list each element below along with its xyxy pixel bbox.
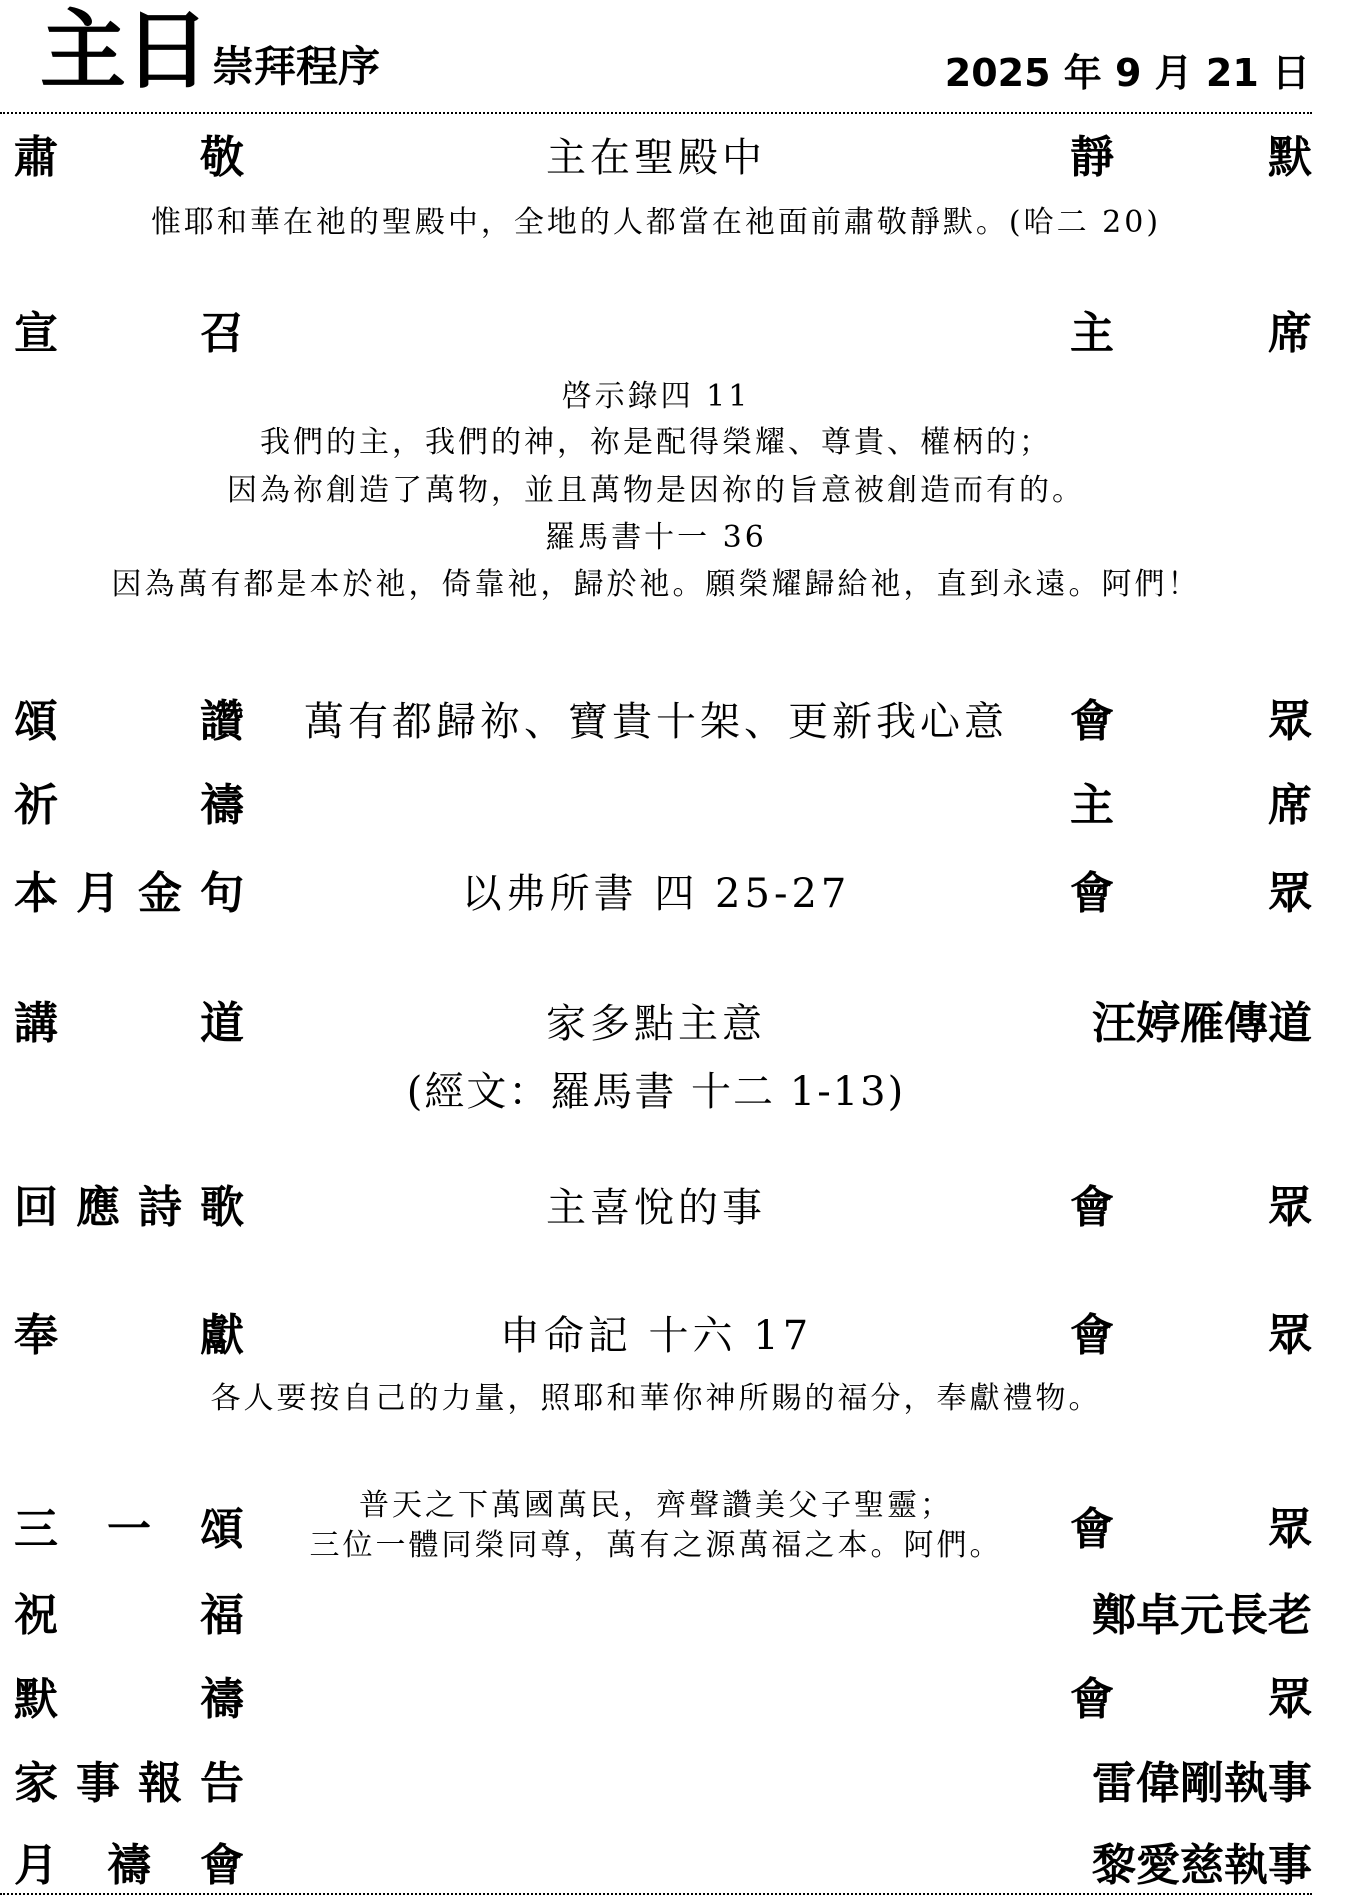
label-char: 月 — [76, 868, 120, 919]
role-char: 眾 — [1268, 868, 1312, 919]
label-char: 會 — [200, 1840, 244, 1891]
label-char: 事 — [76, 1758, 120, 1809]
page-subtitle: 崇拜程序 — [212, 42, 381, 91]
label-char: 奉 — [14, 1310, 58, 1361]
label-char: 句 — [200, 868, 244, 919]
item-label — [14, 132, 244, 183]
item-label — [14, 1840, 244, 1891]
label-char: 歌 — [200, 1182, 244, 1233]
call-verse-ref-1: 啓示錄四 11 — [561, 379, 751, 414]
item-role — [1070, 1504, 1312, 1555]
item-title: 主喜悅的事 — [546, 1185, 766, 1231]
label-char: 讚 — [200, 696, 244, 747]
role-char: 席 — [1268, 308, 1312, 359]
role-char: 會 — [1070, 1182, 1114, 1233]
label-char: 頌 — [14, 696, 58, 747]
item-role — [1070, 308, 1312, 359]
role-char: 會 — [1070, 1504, 1114, 1555]
service-date: 2025 年 9 月 21 日 — [944, 51, 1310, 95]
page-title: 主日 — [40, 1, 208, 101]
label-char: 召 — [200, 308, 244, 359]
item-title: 家多點主意 — [546, 1001, 766, 1047]
role-char: 會 — [1070, 696, 1114, 747]
item-role: 雷偉剛執事 — [1092, 1758, 1312, 1809]
role-char: 眾 — [1268, 1182, 1312, 1233]
label-char: 應 — [76, 1182, 120, 1233]
role-char: 會 — [1070, 1310, 1114, 1361]
label-char: 回 — [14, 1182, 58, 1233]
label-char: 禱 — [200, 1674, 244, 1725]
label-char: 獻 — [200, 1310, 244, 1361]
item-role — [1070, 1674, 1312, 1725]
label-char: 祈 — [14, 780, 58, 831]
item-label — [14, 780, 244, 831]
item-title: 主在聖殿中 — [546, 135, 766, 181]
label-char: 一 — [107, 1504, 151, 1555]
label-char: 講 — [14, 998, 58, 1049]
role-char: 會 — [1070, 1674, 1114, 1725]
role-char: 靜 — [1070, 132, 1114, 183]
call-verse-line-1: 我們的主，我們的神，祢是配得榮耀、尊貴、權柄的； — [260, 425, 1052, 460]
label-char: 金 — [138, 868, 182, 919]
offering-verse: 各人要按自己的力量，照耶和華你神所賜的福分，奉獻禮物。 — [210, 1381, 1102, 1416]
call-verse-ref-2: 羅馬書十一 36 — [545, 520, 767, 555]
label-char: 道 — [200, 998, 244, 1049]
label-char: 敬 — [200, 132, 244, 183]
label-char: 禱 — [200, 780, 244, 831]
role-char: 眾 — [1268, 1504, 1312, 1555]
role-char: 主 — [1070, 780, 1114, 831]
label-char: 家 — [14, 1758, 58, 1809]
item-role — [1070, 868, 1312, 919]
item-label — [14, 1504, 244, 1555]
item-label — [14, 1590, 244, 1641]
label-char: 宣 — [14, 308, 58, 359]
label-char: 祝 — [14, 1590, 58, 1641]
role-char: 主 — [1070, 308, 1114, 359]
label-char: 默 — [14, 1674, 58, 1725]
item-label — [14, 1674, 244, 1725]
item-label — [14, 1182, 244, 1233]
label-char: 告 — [200, 1758, 244, 1809]
doxology-lyrics — [250, 1486, 1062, 1566]
label-char: 本 — [14, 868, 58, 919]
item-label — [14, 1758, 244, 1809]
reverence-verse: 惟耶和華在祂的聖殿中，全地的人都當在祂面前肅敬靜默。(哈二 20) — [150, 205, 1162, 240]
role-char: 眾 — [1268, 696, 1312, 747]
label-char: 報 — [138, 1758, 182, 1809]
call-verse-line-3: 因為萬有都是本於祂，倚靠祂，歸於祂。願榮耀歸給祂，直到永遠。阿們！ — [111, 567, 1201, 602]
item-label — [14, 998, 244, 1049]
role-char: 席 — [1268, 780, 1312, 831]
item-title: 以弗所書 四 25-27 — [461, 871, 851, 917]
item-role: 鄭卓元長老 — [1092, 1590, 1312, 1641]
item-role: 汪婷雁傳道 — [1092, 998, 1312, 1049]
item-label — [14, 696, 244, 747]
role-char: 眾 — [1268, 1674, 1312, 1725]
role-char: 默 — [1268, 132, 1312, 183]
label-char: 福 — [200, 1590, 244, 1641]
item-label — [14, 1310, 244, 1361]
bottom-divider — [0, 1893, 1312, 1895]
item-role — [1070, 1182, 1312, 1233]
doxology-line: 三位一體同榮同尊，萬有之源萬福之本。阿們。 — [309, 1528, 1003, 1563]
item-role — [1070, 780, 1312, 831]
call-verse-line-2: 因為祢創造了萬物，並且萬物是因祢的旨意被創造而有的。 — [227, 473, 1085, 508]
label-char: 頌 — [200, 1504, 244, 1555]
doxology-line: 普天之下萬國萬民，齊聲讚美父子聖靈； — [359, 1488, 953, 1523]
sermon-scripture: (經文：羅馬書 十二 1-13) — [406, 1069, 906, 1115]
label-char: 禱 — [107, 1840, 151, 1891]
item-role — [1070, 132, 1312, 183]
item-role — [1070, 696, 1312, 747]
label-char: 三 — [14, 1504, 58, 1555]
role-char: 眾 — [1268, 1310, 1312, 1361]
item-role: 黎愛慈執事 — [1092, 1840, 1312, 1891]
item-label — [14, 868, 244, 919]
item-title: 萬有都歸祢、寶貴十架、更新我心意 — [304, 699, 1008, 745]
label-char: 月 — [14, 1840, 58, 1891]
role-char: 會 — [1070, 868, 1114, 919]
top-divider — [0, 112, 1312, 114]
label-char: 詩 — [138, 1182, 182, 1233]
item-title: 申命記 十六 17 — [499, 1313, 813, 1359]
item-label — [14, 308, 244, 359]
item-role — [1070, 1310, 1312, 1361]
label-char: 肅 — [14, 132, 58, 183]
